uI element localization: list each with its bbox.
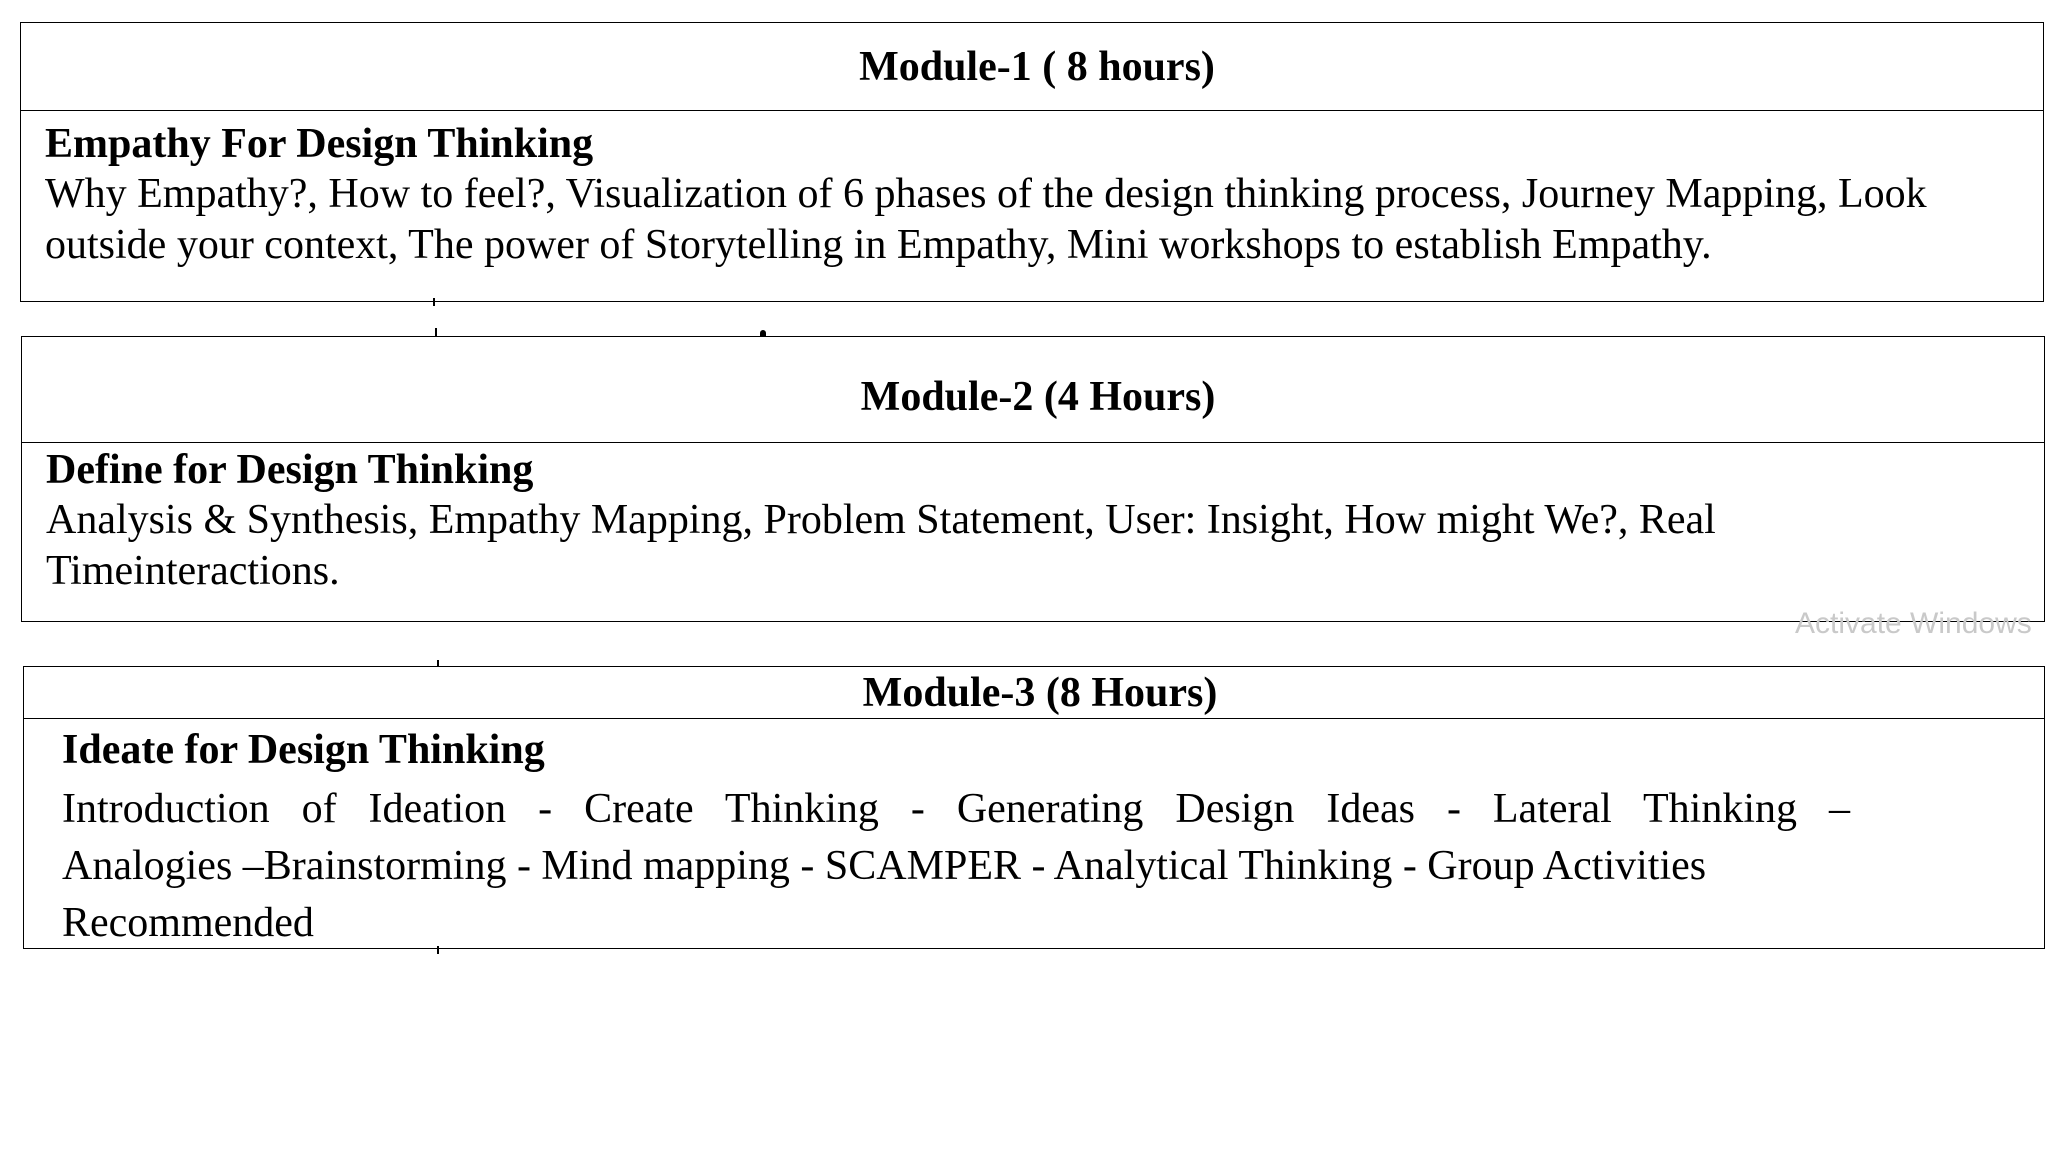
module-1-body <box>21 111 2043 271</box>
activation-watermark: Activate Windows <box>1795 607 2032 640</box>
module-2-description-line: Timeinteractions. <box>46 548 340 594</box>
module-1-description-line: outside your context, The power of Storytelling in Empathy, Mini workshops to establish Empathy. <box>45 222 1712 268</box>
module-3-header: Module-3 (8 Hours) <box>24 667 2044 719</box>
module-1-topic: Empathy For Design Thinking <box>45 121 594 167</box>
module-2-description <box>46 495 2044 597</box>
module-2-header: Module-2 (4 Hours) <box>22 337 2044 443</box>
module-3-description-line: Analogies –Brainstorming - Mind mapping - SCAMPER - Analytical Thinking - Group Activities <box>62 843 1707 889</box>
table-joint-tick <box>433 298 435 306</box>
module-3-body <box>24 719 2044 952</box>
module-3-description-line: Introduction of Ideation - Create Thinking - Generating Design Ideas - Lateral Thinking – <box>62 786 1850 832</box>
table-joint-tick <box>435 328 437 336</box>
module-3-description <box>62 781 2044 952</box>
module-1-table <box>20 22 2044 302</box>
module-3-topic: Ideate for Design Thinking <box>62 727 545 773</box>
module-1-description-line: Why Empathy?, How to feel?, Visualization of 6 phases of the design thinking process, Journey Mapping, Look <box>45 171 1927 217</box>
module-3-description-line: Recommended <box>62 900 314 946</box>
module-1-description <box>45 169 2043 271</box>
module-2-body <box>22 443 2044 597</box>
module-1-header: Module-1 ( 8 hours) <box>21 23 2043 111</box>
module-2-description-line: Analysis & Synthesis, Empathy Mapping, Problem Statement, User: Insight, How might We?, Real <box>46 497 1716 543</box>
module-3-table <box>23 666 2045 949</box>
table-joint-tick <box>437 946 439 954</box>
module-2-table <box>21 336 2045 622</box>
module-2-topic: Define for Design Thinking <box>46 447 534 493</box>
